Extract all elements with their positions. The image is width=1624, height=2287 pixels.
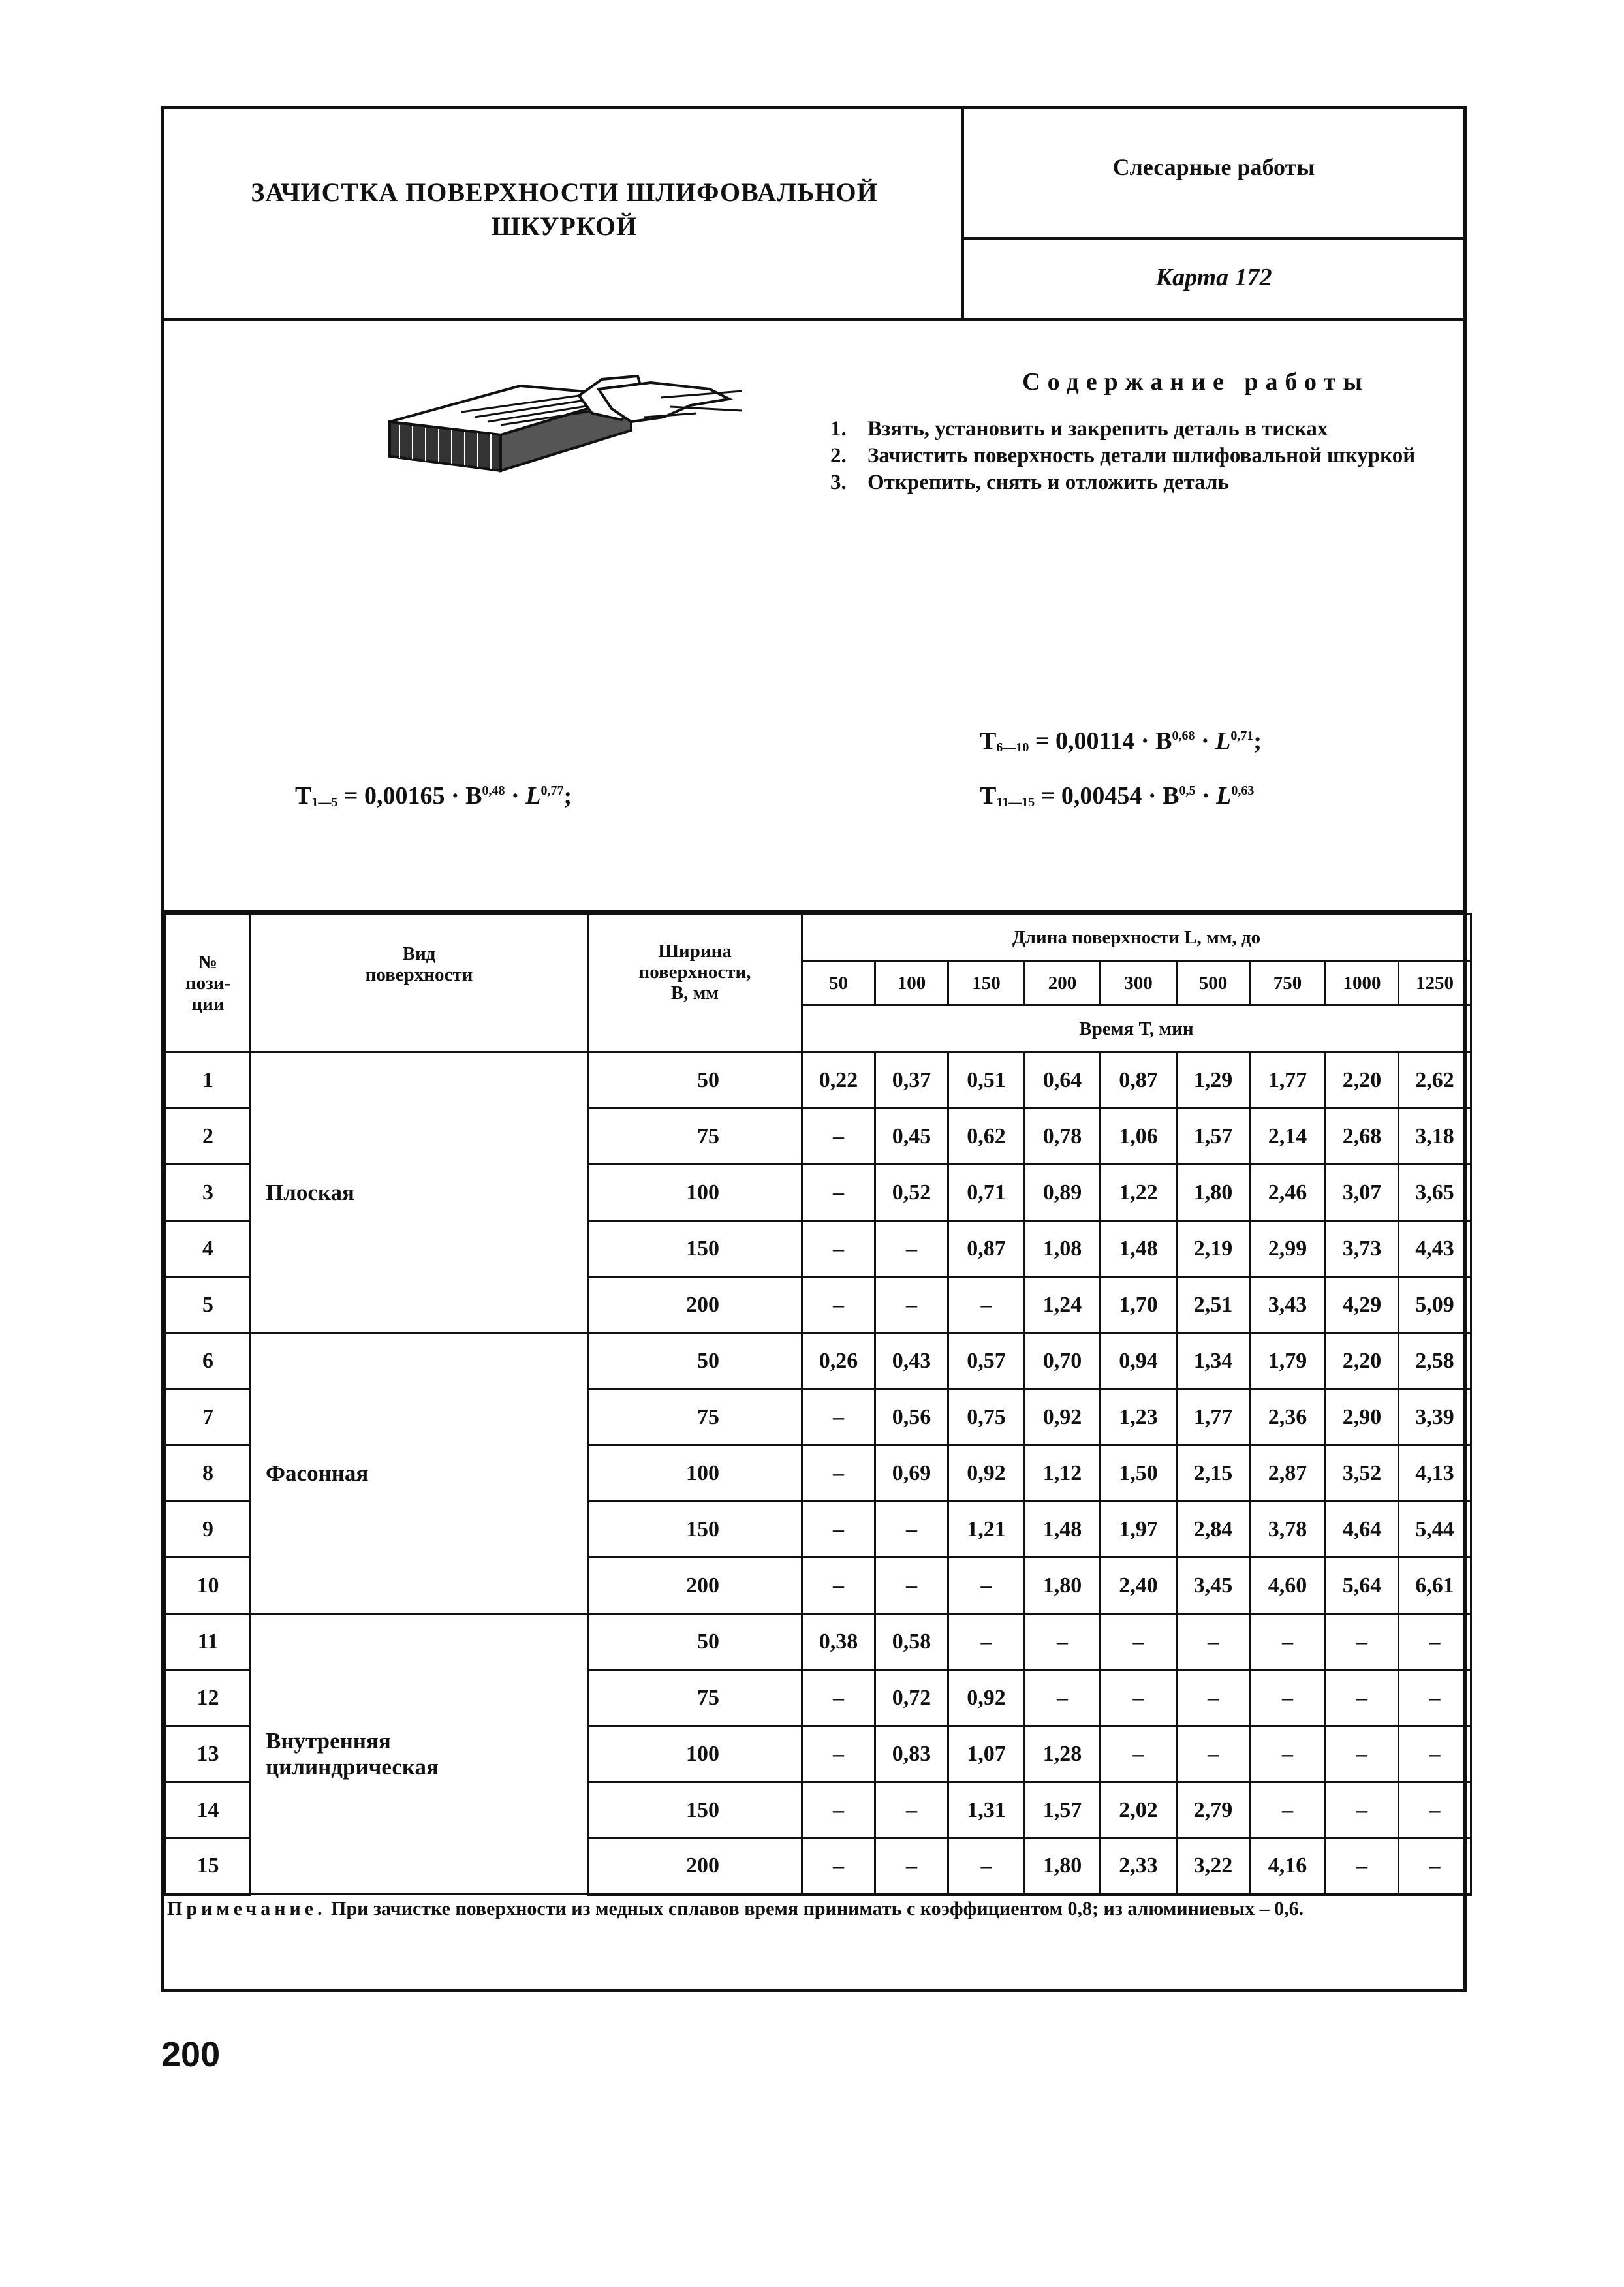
time-cell xyxy=(1399,1726,1471,1782)
step-text: Взять, установить и закрепить деталь в тисках xyxy=(867,417,1328,441)
time-cell xyxy=(948,1838,1025,1895)
time-norms-table xyxy=(164,913,1472,1896)
time-cell: 2,79 xyxy=(1177,1782,1250,1838)
length-header-cell: 100 xyxy=(875,961,948,1005)
page-number: 200 xyxy=(161,2035,221,2074)
time-cell: 2,46 xyxy=(1250,1165,1326,1221)
time-cell xyxy=(948,1614,1025,1670)
surface-type-cell xyxy=(251,1333,588,1614)
formula-exponent-b: 0,5 xyxy=(1179,783,1196,798)
formula-exponent-l: 0,63 xyxy=(1231,783,1255,798)
time-cell: 3,52 xyxy=(1326,1445,1399,1502)
position-cell: 12 xyxy=(166,1670,251,1726)
time-cell: 2,15 xyxy=(1177,1445,1250,1502)
step-text: Открепить, снять и отложить деталь xyxy=(867,471,1229,494)
time-cell: 0,22 xyxy=(802,1052,875,1109)
width-cell: 50 xyxy=(588,1333,802,1389)
time-cell xyxy=(802,1165,875,1221)
time-cell: 1,22 xyxy=(1101,1165,1177,1221)
col-header-surface-l2: поверхности xyxy=(365,964,473,985)
formula-subscript: 1—5 xyxy=(311,795,338,810)
table-row xyxy=(166,1052,1471,1109)
position-cell: 10 xyxy=(166,1558,251,1614)
time-cell: 2,20 xyxy=(1326,1333,1399,1389)
time-cell: 3,07 xyxy=(1326,1165,1399,1221)
time-cell xyxy=(802,1670,875,1726)
card-title xyxy=(164,176,964,244)
time-cell: 3,65 xyxy=(1399,1165,1471,1221)
position-cell: 1 xyxy=(166,1052,251,1109)
time-cell: 0,62 xyxy=(948,1109,1025,1165)
col-header-width-l1: Ширина xyxy=(658,941,732,962)
surface-type-label: Фасонная xyxy=(266,1460,369,1486)
surface-type-label: Внутренняя xyxy=(266,1727,391,1754)
time-cell: 0,70 xyxy=(1025,1333,1101,1389)
work-step xyxy=(830,416,1450,443)
time-cell xyxy=(802,1277,875,1333)
time-cell xyxy=(802,1838,875,1895)
time-cell: 0,37 xyxy=(875,1052,948,1109)
time-cell: 0,64 xyxy=(1025,1052,1101,1109)
time-cell: 0,56 xyxy=(875,1389,948,1445)
time-cell: 3,45 xyxy=(1177,1558,1250,1614)
time-cell: 0,71 xyxy=(948,1165,1025,1221)
time-cell: 0,89 xyxy=(1025,1165,1101,1221)
note-label: Примечание. xyxy=(167,1898,326,1919)
content-heading: Содержание работы xyxy=(1022,368,1369,396)
time-cell: 1,97 xyxy=(1101,1502,1177,1558)
col-header-surface xyxy=(251,914,588,1052)
col-header-position-l3: ции xyxy=(191,993,225,1015)
time-cell: 3,73 xyxy=(1326,1221,1399,1277)
time-cell xyxy=(802,1502,875,1558)
width-cell: 100 xyxy=(588,1445,802,1502)
time-cell: 2,51 xyxy=(1177,1277,1250,1333)
formula-operator: · xyxy=(1195,782,1217,810)
time-cell: 4,60 xyxy=(1250,1558,1326,1614)
time-cell: 2,68 xyxy=(1326,1109,1399,1165)
time-cell: 1,34 xyxy=(1177,1333,1250,1389)
time-cell: 1,48 xyxy=(1025,1502,1101,1558)
work-step xyxy=(830,443,1450,469)
time-cell: 2,19 xyxy=(1177,1221,1250,1277)
time-cell xyxy=(1250,1782,1326,1838)
col-header-width xyxy=(588,914,802,1052)
col-header-width-l2: поверхности, xyxy=(638,962,751,983)
time-cell: 5,64 xyxy=(1326,1558,1399,1614)
width-cell: 150 xyxy=(588,1221,802,1277)
position-cell: 4 xyxy=(166,1221,251,1277)
position-cell: 14 xyxy=(166,1782,251,1838)
width-cell: 150 xyxy=(588,1502,802,1558)
time-cell: 1,77 xyxy=(1250,1052,1326,1109)
formula-symbol: T xyxy=(980,727,997,755)
time-cell: 1,80 xyxy=(1025,1558,1101,1614)
time-cell: 2,90 xyxy=(1326,1389,1399,1445)
time-cell: 1,07 xyxy=(948,1726,1025,1782)
time-cell: 2,99 xyxy=(1250,1221,1326,1277)
time-cell: 1,23 xyxy=(1101,1389,1177,1445)
process-card xyxy=(161,106,1467,1992)
time-cell xyxy=(802,1221,875,1277)
time-cell xyxy=(1250,1670,1326,1726)
surface-type-label-2: цилиндрическая xyxy=(266,1754,439,1780)
time-cell xyxy=(1177,1670,1250,1726)
position-cell: 15 xyxy=(166,1838,251,1895)
time-cell xyxy=(1101,1726,1177,1782)
col-header-position xyxy=(166,914,251,1052)
width-cell: 200 xyxy=(588,1838,802,1895)
time-cell: 0,92 xyxy=(1025,1389,1101,1445)
time-cell xyxy=(1025,1670,1101,1726)
length-header-cell: 300 xyxy=(1101,961,1177,1005)
position-cell: 3 xyxy=(166,1165,251,1221)
time-cell: 1,70 xyxy=(1101,1277,1177,1333)
time-cell xyxy=(802,1782,875,1838)
formula-exponent-l: 0,77 xyxy=(540,783,564,798)
time-cell xyxy=(1326,1726,1399,1782)
time-cell: 2,20 xyxy=(1326,1052,1399,1109)
time-cell: 0,83 xyxy=(875,1726,948,1782)
formula-tail: ; xyxy=(563,782,572,810)
formula-11-15 xyxy=(980,781,1254,810)
time-cell: 2,87 xyxy=(1250,1445,1326,1502)
length-header-cell: 150 xyxy=(948,961,1025,1005)
time-cell: 3,22 xyxy=(1177,1838,1250,1895)
width-cell: 75 xyxy=(588,1389,802,1445)
time-cell xyxy=(948,1558,1025,1614)
time-cell xyxy=(875,1502,948,1558)
time-cell: 1,24 xyxy=(1025,1277,1101,1333)
time-cell xyxy=(875,1782,948,1838)
time-cell: 1,77 xyxy=(1177,1389,1250,1445)
formula-subscript: 11—15 xyxy=(996,795,1035,810)
time-cell: 5,44 xyxy=(1399,1502,1471,1558)
width-cell: 200 xyxy=(588,1558,802,1614)
time-cell: 2,36 xyxy=(1250,1389,1326,1445)
position-cell: 9 xyxy=(166,1502,251,1558)
card-title-line1: ЗАЧИСТКА ПОВЕРХНОСТИ ШЛИФОВАЛЬНОЙ xyxy=(251,178,878,207)
width-cell: 100 xyxy=(588,1726,802,1782)
step-number: 3. xyxy=(830,471,847,494)
time-cell xyxy=(1326,1670,1399,1726)
length-header-cell: 50 xyxy=(802,961,875,1005)
time-cell xyxy=(802,1389,875,1445)
time-cell: 0,26 xyxy=(802,1333,875,1389)
time-cell: 6,61 xyxy=(1399,1558,1471,1614)
width-cell: 50 xyxy=(588,1614,802,1670)
formula-l: L xyxy=(1215,727,1231,755)
time-cell xyxy=(1399,1838,1471,1895)
time-cell xyxy=(875,1221,948,1277)
time-cell: 1,28 xyxy=(1025,1726,1101,1782)
time-cell xyxy=(1399,1670,1471,1726)
time-cell: 1,31 xyxy=(948,1782,1025,1838)
position-cell: 7 xyxy=(166,1389,251,1445)
note xyxy=(164,1895,1463,1922)
length-header-cell: 200 xyxy=(1025,961,1101,1005)
time-cell: 0,58 xyxy=(875,1614,948,1670)
time-cell xyxy=(875,1558,948,1614)
surface-type-label: Плоская xyxy=(266,1179,354,1205)
card-number-cell xyxy=(964,240,1463,321)
time-cell xyxy=(1399,1782,1471,1838)
length-header-cell: 750 xyxy=(1250,961,1326,1005)
surface-type-cell xyxy=(251,1052,588,1333)
time-cell xyxy=(802,1445,875,1502)
formula-l: L xyxy=(525,782,541,810)
width-cell: 100 xyxy=(588,1165,802,1221)
card-title-line2: ШКУРКОЙ xyxy=(491,212,638,241)
time-cell: 0,51 xyxy=(948,1052,1025,1109)
table-row xyxy=(166,1614,1471,1670)
col-header-position-l2: пози- xyxy=(185,972,231,994)
time-cell: 1,48 xyxy=(1101,1221,1177,1277)
position-cell: 8 xyxy=(166,1445,251,1502)
col-header-time: Время Т, мин xyxy=(802,1005,1471,1052)
category-cell xyxy=(964,109,1463,240)
time-cell: 2,40 xyxy=(1101,1558,1177,1614)
sanding-plate-illustration xyxy=(383,360,749,490)
time-cell: 1,80 xyxy=(1025,1838,1101,1895)
work-step xyxy=(830,469,1450,496)
surface-type-cell xyxy=(251,1614,588,1895)
work-section xyxy=(164,321,1463,913)
time-cell: 1,12 xyxy=(1025,1445,1101,1502)
time-cell xyxy=(802,1109,875,1165)
time-cell: 4,13 xyxy=(1399,1445,1471,1502)
position-cell: 2 xyxy=(166,1109,251,1165)
time-cell xyxy=(1250,1614,1326,1670)
time-cell: 3,78 xyxy=(1250,1502,1326,1558)
time-cell xyxy=(1326,1782,1399,1838)
width-cell: 75 xyxy=(588,1109,802,1165)
length-header-cell: 1250 xyxy=(1399,961,1471,1005)
time-cell: 3,43 xyxy=(1250,1277,1326,1333)
time-cell: 0,92 xyxy=(948,1670,1025,1726)
time-cell: 2,14 xyxy=(1250,1109,1326,1165)
time-cell xyxy=(802,1558,875,1614)
formula-coefficient: = 0,00114 · B xyxy=(1029,727,1172,755)
formula-exponent-l: 0,71 xyxy=(1230,729,1254,743)
formula-symbol: T xyxy=(295,782,312,810)
position-cell: 13 xyxy=(166,1726,251,1782)
position-cell: 5 xyxy=(166,1277,251,1333)
length-header-cell: 1000 xyxy=(1326,961,1399,1005)
formula-coefficient: = 0,00165 · B xyxy=(337,782,482,810)
time-cell: 0,75 xyxy=(948,1389,1025,1445)
formula-subscript: 6—10 xyxy=(996,740,1029,755)
time-cell: 1,50 xyxy=(1101,1445,1177,1502)
width-cell: 200 xyxy=(588,1277,802,1333)
formula-1-5 xyxy=(295,781,572,810)
step-text: Зачистить поверхность детали шлифовальной шкуркой xyxy=(867,444,1416,467)
time-cell: 1,79 xyxy=(1250,1333,1326,1389)
time-cell: 1,80 xyxy=(1177,1165,1250,1221)
width-cell: 150 xyxy=(588,1782,802,1838)
time-cell xyxy=(1399,1614,1471,1670)
time-cell: 0,45 xyxy=(875,1109,948,1165)
time-cell xyxy=(1101,1614,1177,1670)
time-cell: 0,94 xyxy=(1101,1333,1177,1389)
time-cell: 0,78 xyxy=(1025,1109,1101,1165)
col-header-position-l1: № xyxy=(198,951,218,973)
time-cell xyxy=(1101,1670,1177,1726)
time-cell: 2,33 xyxy=(1101,1838,1177,1895)
time-cell: 2,02 xyxy=(1101,1782,1177,1838)
time-cell: 4,29 xyxy=(1326,1277,1399,1333)
time-cell: 2,62 xyxy=(1399,1052,1471,1109)
time-cell: 3,18 xyxy=(1399,1109,1471,1165)
time-cell: 0,43 xyxy=(875,1333,948,1389)
formula-symbol: T xyxy=(980,782,997,810)
length-header-cell: 500 xyxy=(1177,961,1250,1005)
time-cell: 0,72 xyxy=(875,1670,948,1726)
formula-tail: ; xyxy=(1253,727,1262,755)
time-cell xyxy=(1326,1614,1399,1670)
time-cell xyxy=(875,1277,948,1333)
time-cell: 4,16 xyxy=(1250,1838,1326,1895)
col-header-length: Длина поверхности L, мм, до xyxy=(802,914,1471,961)
formula-operator: · xyxy=(1195,727,1216,755)
table-row xyxy=(166,1333,1471,1389)
time-cell: 5,09 xyxy=(1399,1277,1471,1333)
time-cell: 0,57 xyxy=(948,1333,1025,1389)
formula-6-10 xyxy=(980,727,1262,755)
step-number: 2. xyxy=(830,444,847,467)
formula-operator: · xyxy=(505,782,526,810)
time-cell: 0,87 xyxy=(948,1221,1025,1277)
width-cell: 50 xyxy=(588,1052,802,1109)
time-cell: 1,21 xyxy=(948,1502,1025,1558)
time-cell xyxy=(802,1726,875,1782)
title-cell xyxy=(164,109,964,321)
time-cell: 1,57 xyxy=(1025,1782,1101,1838)
time-cell: 0,52 xyxy=(875,1165,948,1221)
time-cell xyxy=(1250,1726,1326,1782)
time-cell: 0,92 xyxy=(948,1445,1025,1502)
time-cell xyxy=(1326,1838,1399,1895)
formula-exponent-b: 0,48 xyxy=(482,783,505,798)
card-number: Карта 172 xyxy=(1155,264,1272,291)
formula-l: L xyxy=(1216,782,1232,810)
time-cell: 1,06 xyxy=(1101,1109,1177,1165)
time-cell xyxy=(1177,1726,1250,1782)
formula-exponent-b: 0,68 xyxy=(1172,729,1195,743)
time-cell: 2,84 xyxy=(1177,1502,1250,1558)
col-header-width-l3: В, мм xyxy=(670,983,719,1003)
time-cell xyxy=(875,1838,948,1895)
time-cell: 3,39 xyxy=(1399,1389,1471,1445)
time-cell: 2,58 xyxy=(1399,1333,1471,1389)
time-cell: 0,69 xyxy=(875,1445,948,1502)
work-steps xyxy=(830,416,1450,496)
time-cell: 1,29 xyxy=(1177,1052,1250,1109)
time-cell xyxy=(1177,1614,1250,1670)
step-number: 1. xyxy=(830,417,847,441)
formula-coefficient: = 0,00454 · B xyxy=(1035,782,1179,810)
width-cell: 75 xyxy=(588,1670,802,1726)
position-cell: 6 xyxy=(166,1333,251,1389)
time-cell xyxy=(948,1277,1025,1333)
time-cell xyxy=(1025,1614,1101,1670)
time-cell: 0,38 xyxy=(802,1614,875,1670)
time-cell: 1,08 xyxy=(1025,1221,1101,1277)
time-cell: 0,87 xyxy=(1101,1052,1177,1109)
category-label: Слесарные работы xyxy=(1112,154,1315,180)
note-text: При зачистке поверхности из медных сплавов время принимать с коэффициентом 0,8; из алюминиевых – 0,6. xyxy=(326,1898,1304,1919)
time-cell: 4,64 xyxy=(1326,1502,1399,1558)
col-header-surface-l1: Вид xyxy=(402,943,436,964)
position-cell: 11 xyxy=(166,1614,251,1670)
time-cell: 1,57 xyxy=(1177,1109,1250,1165)
time-cell: 4,43 xyxy=(1399,1221,1471,1277)
